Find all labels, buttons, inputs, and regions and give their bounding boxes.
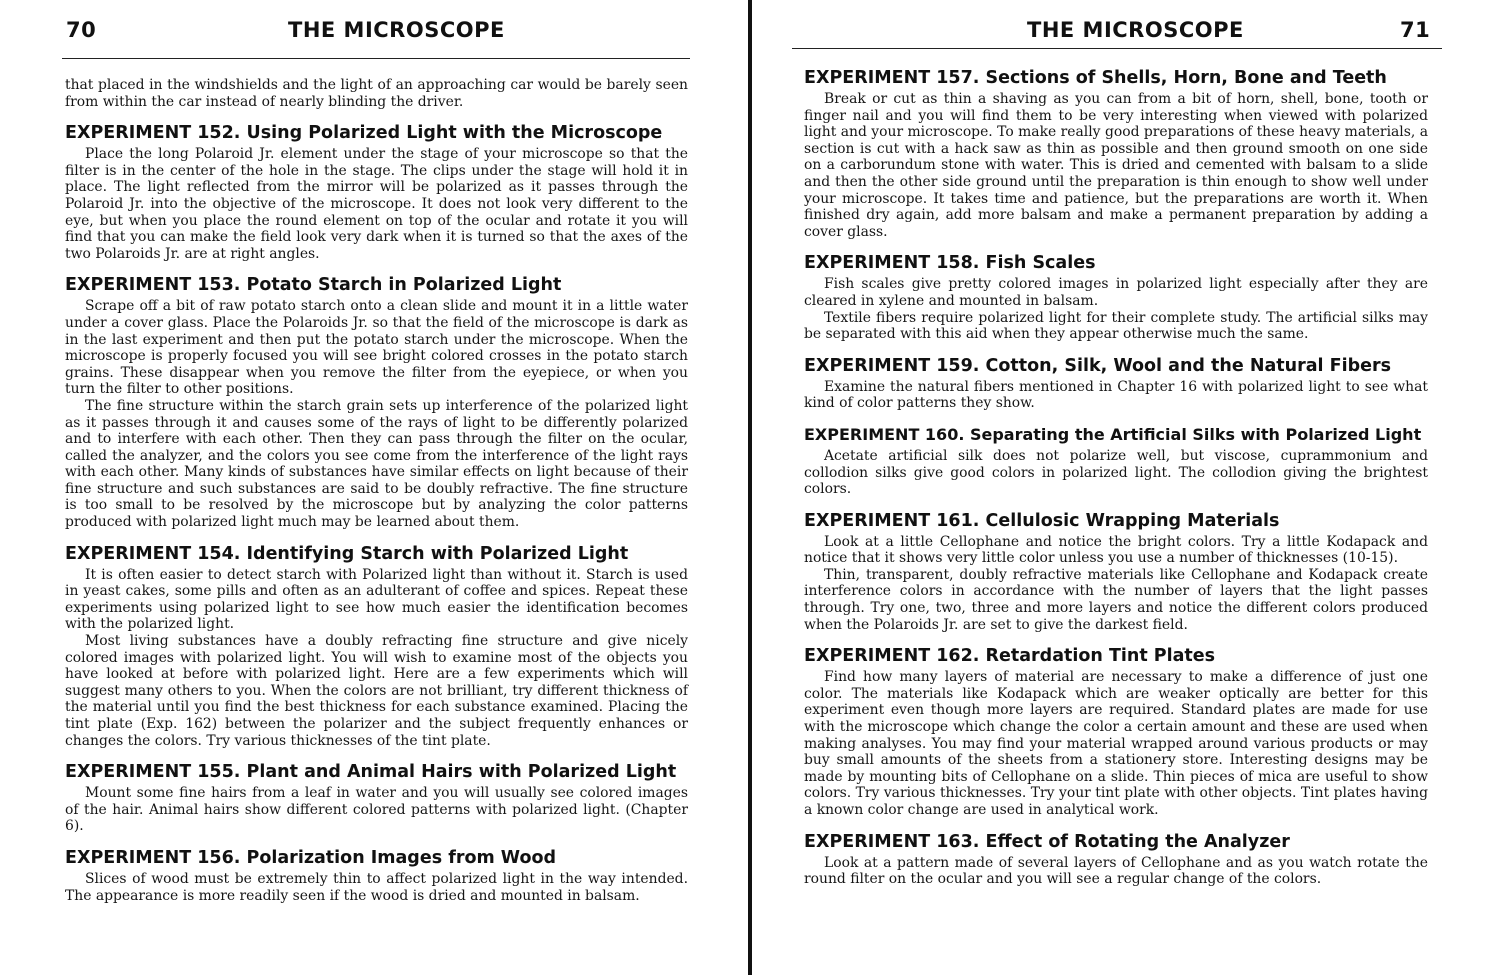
intro-paragraph: that placed in the windshields and the light of an approaching car would be barely seen from within the car instead of nearly blinding the driver. [65, 77, 688, 110]
running-head-left: THE MICROSCOPE [288, 18, 505, 42]
body-paragraph: Examine the natural fibers mentioned in Chapter 16 with polarized light to see what kind of color patterns they show. [804, 378, 1428, 412]
page-number-left: 70 [66, 18, 97, 42]
body-paragraph: Find how many layers of material are necessary to make a difference of just one color. The materials like Kodapack which are weaker optically are better for this experiment even though more layers are required. Standard plates are made for use with the microscope which change the color a certain amount and these are used when making analyses. You may find your material wrapped around various products or may buy small amounts of the sheets from a stationery store. Interesting designs may be made by mounting bits of Cellophane on a slide. Thin pieces of mica are useful to show colors. Try various thicknesses. Try your tint plate with other objects. Tint plates having a known color change are used in analytical work. [804, 669, 1428, 818]
body-paragraph: Look at a little Cellophane and notice the bright colors. Try a little Kodapack and notice that it shows very little color unless you use a number of thicknesses (10-15). [804, 533, 1428, 567]
right-page [752, 0, 1500, 975]
experiment-heading: EXPERIMENT 163. Effect of Rotating the Analyzer [804, 831, 1290, 852]
body-paragraph: It is often easier to detect starch with Polarized light than without it. Starch is used in yeast cakes, some pills and often as an adulterant of coffee and spices. Repeat these experiments using polarized light to see how much easier the identification becomes with the polarized light. [65, 566, 688, 633]
header-rule-left [62, 58, 690, 59]
left-page-body [65, 77, 688, 904]
body-paragraph: Place the long Polaroid Jr. element under the stage of your microscope so that the filter is in the center of the hole in the stage. The clips under the stage will hold it in place. The light reflected from the mirror will be polarized as it passes through the Polaroid Jr. into the objective of the microscope. It does not look very different to the eye, but when you place the round element on top of the ocular and rotate it you will find that you can make the field look very dark when it is turned so that the axes of the two Polaroids Jr. are at right angles. [65, 146, 688, 262]
experiment-heading: EXPERIMENT 160. Separating the Artificial Silks with Polarized Light [804, 424, 1422, 444]
experiment-heading: EXPERIMENT 156. Polarization Images from Wood [65, 847, 557, 868]
body-paragraph: Scrape off a bit of raw potato starch onto a clean slide and mount it in a little water under a cover glass. Place the Polaroids Jr. so that the field of the microscope is dark as in the last experiment and then put the potato starch under the microscope. When the microscope is properly focused you will see bright colored crosses in the potato starch grains. These disappear when you remove the filter from the eyepiece, or when you turn the filter to other positions. [65, 298, 688, 398]
experiment-heading: EXPERIMENT 152. Using Polarized Light with the Microscope [65, 123, 663, 144]
experiment-heading: EXPERIMENT 157. Sections of Shells, Horn, Bone and Teeth [804, 68, 1387, 88]
experiment-heading: EXPERIMENT 159. Cotton, Silk, Wool and the Natural Fibers [804, 355, 1392, 376]
running-head-right: THE MICROSCOPE [1027, 18, 1244, 42]
body-paragraph: Mount some fine hairs from a leaf in water and you will usually see colored images of the hair. Animal hairs show different colored patterns with polarized light. (Chapter 6). [65, 785, 688, 835]
experiment-heading: EXPERIMENT 161. Cellulosic Wrapping Materials [804, 510, 1280, 531]
header-rule-right [792, 48, 1442, 49]
experiment-heading: EXPERIMENT 162. Retardation Tint Plates [804, 646, 1216, 667]
body-paragraph: Break or cut as thin a shaving as you can from a bit of horn, shell, bone, tooth or finger nail and you will find them to be very interesting when viewed with polarized light and your microscope. To make really good preparations of these heavy materials, a section is cut with a hack saw as thin as possible and then ground smooth on one side on a carborundum stone with water. This is dried and cemented with balsam to a slide and then the other side ground until the preparation is thin enough to show well under your microscope. It takes time and patience, but the preparations are worth it. When finished dry again, add more balsam and make a permanent preparation by adding a cover glass. [804, 91, 1428, 240]
experiment-heading: EXPERIMENT 154. Identifying Starch with Polarized Light [65, 543, 629, 564]
experiment-heading: EXPERIMENT 153. Potato Starch in Polarized Light [65, 275, 562, 296]
body-paragraph: Look at a pattern made of several layers of Cellophane and as you watch rotate the round filter on the ocular and you will see a regular change of the colors. [804, 854, 1428, 888]
right-page-body [804, 55, 1428, 888]
body-paragraph: Most living substances have a doubly refracting fine structure and give nicely colored images with polarized light. You will wish to examine most of the objects you have looked at before with polarized light. Here are a few experiments which will suggest many others to you. When the colors are not brilliant, try different thickness of the material until you find the best thickness for each substance examined. Placing the tint plate (Exp. 162) between the polarizer and the subject frequently enhances or changes the colors. Try various thicknesses of the tint plate. [65, 633, 688, 749]
page-number-right: 71 [1400, 18, 1431, 42]
body-paragraph: Slices of wood must be extremely thin to affect polarized light in the way intended. The appearance is more readily seen if the wood is dried and mounted in balsam. [65, 870, 688, 904]
left-page [0, 0, 748, 975]
body-paragraph: Acetate artificial silk does not polarize well, but viscose, cuprammonium and collodion silks give good colors in polarized light. The collodion giving the brightest colors. [804, 447, 1428, 498]
body-paragraph: The fine structure within the starch grain sets up interference of the polarized light as it passes through it and causes some of the rays of light to be differently polarized and to interfere with each other. Then they can pass through the filter on the ocular, called the analyzer, and the colors you see come from the interference of the light rays with each other. Many kinds of substances have similar effects on light because of their fine structure and such substances are said to be doubly refractive. The fine structure is too small to be resolved by the microscope but by analyzing the color patterns produced with polarized light much may be learned about them. [65, 397, 688, 531]
experiment-heading: EXPERIMENT 155. Plant and Animal Hairs with Polarized Light [65, 762, 677, 783]
body-paragraph: Thin, transparent, doubly refractive materials like Cellophane and Kodapack create interference colors in accordance with the number of layers that the light passes through. Try one, two, three and more layers and notice the different colors produced when the Polaroids Jr. are set to give the darkest field. [804, 566, 1428, 633]
body-paragraph: Fish scales give pretty colored images in polarized light especially after they are cleared in xylene and mounted in balsam. [804, 276, 1428, 309]
experiment-heading: EXPERIMENT 158. Fish Scales [804, 253, 1096, 274]
body-paragraph: Textile fibers require polarized light for their complete study. The artificial silks may be separated with this aid when they appear otherwise much the same. [804, 309, 1428, 343]
